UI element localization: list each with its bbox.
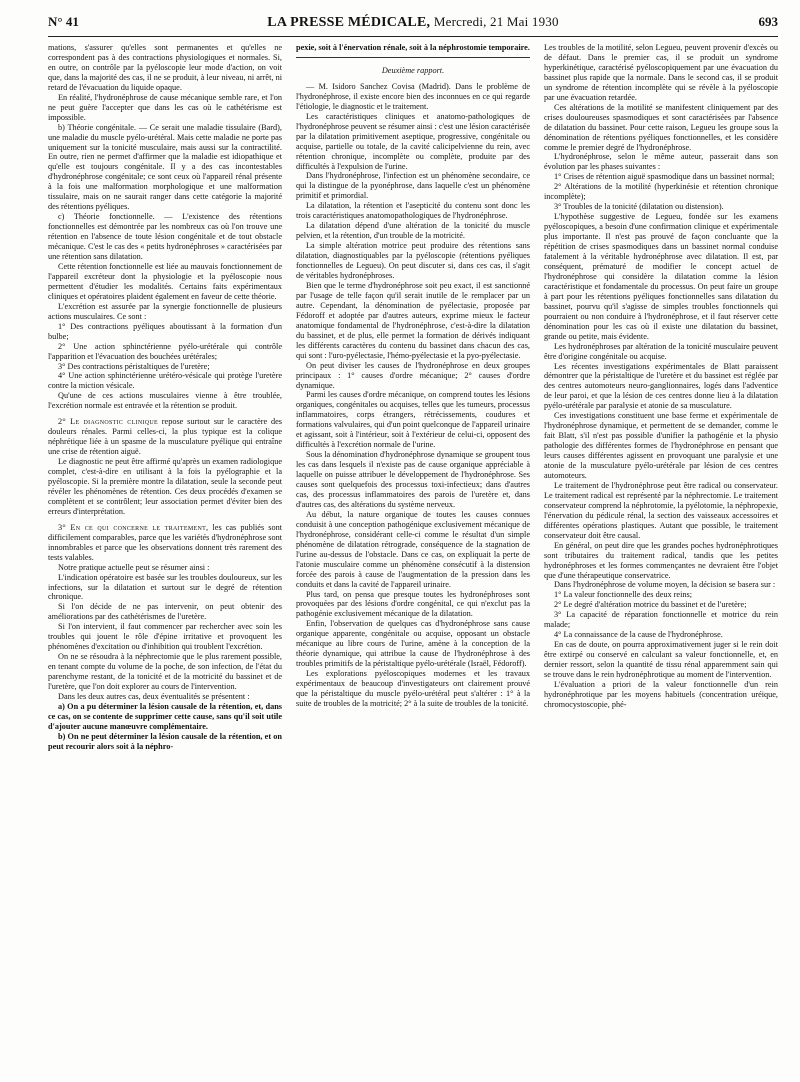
paragraph: En général, on peut dire que les grandes poches hydronéphrotiques sont tributaires du traitement radical, tandis que les petites hydronéphroses et les formes commençantes ne devraient être l'objet que d'une thérapeutique conservatrice.: [544, 540, 778, 580]
paragraph: L'évaluation a priori de la valeur fonctionnelle d'un rein hydronéphrotique par les moyens habituels (concentration uréique, chromocystoscopie, phé-: [544, 680, 778, 709]
paragraph: pexie, soit à l'énervation rénale, soit à la néphrostomie temporaire.: [296, 43, 530, 52]
paragraph: Les explorations pyéloscopiques modernes et les travaux expérimentaux de beaucoup d'investigateurs ont clairement prouvé que la péristaltique du muscle pyélo-urétéral peut s'altérer : 1° à la suite de troubles de la motricité; 2° à la suite de troubles de la tonicité.: [296, 669, 530, 708]
page-number: N° 41: [48, 14, 79, 29]
paragraph: L'hydronéphrose, selon le même auteur, passerait dans son évolution par les phases suivantes :: [544, 152, 778, 172]
column-2: [296, 43, 530, 1073]
list-item: 1° Des contractions pyéliques aboutissant à la formation d'un bulbe;: [48, 321, 282, 341]
section-heading: Deuxième rapport.: [381, 65, 445, 75]
paragraph: a) On a pu déterminer la lésion causale de la rétention, et, dans ce cas, on se contente de supprimer cette cause, sans qu'il soit utile d'ajouter aucune manœuvre complémentaire.: [48, 701, 282, 731]
list-item: 2° Altérations de la motilité (hyperkinésie et rétention chronique incomplète);: [544, 182, 778, 202]
paragraph: Les récentes investigations expérimentales de Blatt paraissent démontrer que la péristaltique de l'uretère et du bassinet est réglée par des centres automoteurs neuro-ganglionnaires, logés dans l'adventice de leur paroi, et que la lésion de ces centres donne lieu à la dilatation pyélo-urétérale par paralysie et atonie de sa musculature.: [544, 361, 778, 411]
paragraph: b) On ne peut déterminer la lésion causale de la rétention, et on peut recourir alors soit à la néphro-: [48, 731, 282, 751]
paragraph: La dilatation dépend d'une altération de la tonicité du muscle pelvien, et la rétention, d'un trouble de la motricité.: [296, 221, 530, 241]
divider: [296, 57, 530, 58]
paragraph: On ne se résoudra à la néphrectomie que le plus rarement possible, en tenant compte du volume de la poche, de son infection, de l'état du parenchyme restant, de la tonicité et de la motricité du bassinet et de l'uretère, que l'on doit explorer au cours de l'intervention.: [48, 652, 282, 692]
paragraph: Notre pratique actuelle peut se résumer ainsi :: [58, 562, 210, 572]
list-item: 4° La connaissance de la cause de l'hydronéphrose.: [554, 630, 723, 640]
paragraph: Au début, la nature organique de toutes les causes connues conduisit à une conception pathogénique exclusivement mécanique de l'hydronéphrose, considérant celle-ci comme le résultat d'un simple phénomène de dilatation rétrograde, conséquence de la stagnation de l'urine au-dessus de l'obstacle. Dans ce cas, on expliquait la perte de l'atonie musculaire comme un phénomène consécutif à la distension forcée des parois à cause de l'augmentation de la pression dans les conduits et dans la cavité de l'appareil urinaire.: [296, 509, 530, 589]
paragraph: La simple altération motrice peut produire des rétentions sans dilatation, diagnostiquables par la pyéloscopie (rétentions pyéliques fonctionnelles de Legueu). On peut discuter si, dans ces cas, il s'agit de véritables hydronéphroses.: [296, 241, 530, 281]
newspaper-name: LA PRESSE MÉDICALE,: [267, 15, 431, 30]
column-1: [48, 43, 282, 1073]
section-paragraph: [48, 523, 282, 563]
list-item: 2° Le degré d'altération motrice du bassinet et de l'uretère;: [554, 600, 747, 610]
header-rule: [48, 36, 778, 37]
list-item: 2° Une action sphinctérienne pyélo-urétérale qui contrôle l'apparition et l'évacuation des bouchées urétérales;: [48, 341, 282, 361]
paragraph: c) Théorie fonctionnelle. — L'existence des rétentions fonctionnelles est démontrée par les nombreux cas où l'on trouve une rétention en l'absence de toute lésion congénitale et de tout obstacle mécanique. C'est le cas des « petits hydronéphroses » caractérisées par une rétention sans dilatation.: [48, 212, 282, 262]
paragraph: Sous la dénomination d'hydronéphrose dynamique se groupent tous les cas dans lesquels il n'existe pas de cause organique appréciable à laquelle on puisse attribuer le développement de l'hydronéphrose. Ses causes sont quelquefois des processus toxi-infectieux; dans d'autres cas, des processus inflammatoires des parois de l'uretère et, dans d'autres cas, des altérations du système nerveux.: [296, 450, 530, 509]
paragraph: L'excrétion est assurée par la synergie fonctionnelle de plusieurs actions musculaires. Ce sont :: [48, 301, 282, 321]
paragraph: b) Théorie congénitale. — Ce serait une maladie tissulaire (Bard), une maladie du muscle pyélo-urétéral. Mais cette maladie ne porte pas uniquement sur la tonicité musculaire, mais aussi sur la contractilité. En outre, rien ne permet d'affirmer que la maladie est idiopathique et qu'elle est toujours congénitale. Il y a des cas incontestables d'hydronéphrose congénitale; ce sont ceux où l'appareil rénal présente à la fois une malformation morphologique et une malformation tissulaire, mais on ne saurait ranger dans cette catégorie la majorité des rétentions pyéliques.: [48, 122, 282, 212]
paragraph: Les hydronéphroses par altération de la tonicité musculaire peuvent être d'origine congénitale ou acquise.: [544, 341, 778, 361]
paragraph: Les troubles de la motilité, selon Legueu, peuvent provenir d'excès ou de défaut. Dans le premier cas, il se produit un syndrome hyperkinétique, caractérisé pyéloscopiquement par une évacuation du bassinet plus rapide que la normale. Dans le second cas, il se produit un syndrome de rétention incomplète qui se révèle à la pyéloscopie par une évacuation retardée.: [544, 43, 778, 102]
paragraph: Le traitement de l'hydronéphrose peut être radical ou conservateur. Le traitement radical est représenté par la néphrectomie. Le traitement conservateur comprend la néphrotomie, la pyélotomie, la néphropexie, l'énervation du pédicule rénal, la section des vaisseaux accessoires et différentes opérations plastiques. Autant que possible, le traitement conservateur doit être causal.: [544, 480, 778, 540]
paragraph: La dilatation, la rétention et l'asepticité du contenu sont donc les trois caractéristiques anatomopathologiques de l'hydronéphrose.: [296, 201, 530, 221]
paragraph: L'indication opératoire est basée sur les troubles douloureux, sur les infections, sur la dilatation et surtout sur le degré de rétention chronique.: [48, 572, 282, 602]
section-text: repose surtout sur le caractère des douleurs rénales. Parmi celles-ci, la plus typique est la colique néphrétique liée à un spasme de la musculature pyélique qui entraîne une crise de rétention aiguë.: [48, 417, 282, 457]
paragraph: Si l'on intervient, il faut commencer par rechercher avec soin les troubles qui jouent le rôle d'épine irritative et provoquent les phénomènes d'excitation ou d'inhibition qui troublent l'excrétion.: [48, 622, 282, 652]
list-item: 1° La valeur fonctionnelle des deux reins;: [554, 590, 693, 600]
list-item: 4° Une action sphinctérienne urétéro-vésicale qui protège l'uretère contre la miction vésicale.: [48, 371, 282, 391]
list-item: 1° Crises de rétention aiguë spasmodique dans un bassinet normal;: [554, 172, 775, 182]
section-text: les cas publiés sont difficilement comparables, parce que les variétés d'hydronéphrose sont innombrables et parce que les observations donnent très rarement des tests valables.: [48, 522, 282, 562]
masthead: [48, 14, 778, 32]
section-paragraph: [48, 417, 282, 457]
paragraph: Dans l'hydronéphrose, l'infection est un phénomène secondaire, ce qui la distingue de la pyonéphrose, dans laquelle c'est un phénomène primitif et primordial.: [296, 171, 530, 201]
list-item: 3° Troubles de la tonicité (dilatation ou distension).: [554, 202, 724, 212]
paragraph: Qu'une de ces actions musculaires vienne à être troublée, l'excrétion normale est entravée et la rétention se produit.: [48, 391, 282, 411]
paragraph: On peut diviser les causes de l'hydronéphrose en deux groupes principaux : 1° causes d'ordre mécanique; 2° causes d'ordre dynamique.: [296, 360, 530, 390]
paragraph: Bien que le terme d'hydronéphrose soit peu exact, il est sanctionné par l'usage de telle façon qu'il serait inutile de le remplacer par un autre. Cependant, la dénomination de pyélectasie, proposée par Fédoroff et adoptée par d'autres auteurs, exprime mieux le facteur anatomique fondamental de l'hydronéphrose, c'est-à-dire la dilatation du bassinet, et de plus, elle permet la formation de dérivés indiquant les différents caractères du contenu du bassinet dans chacun des cas, qui sont : l'uro-pyélectasie, l'hémo-pyélectasie et la pyo-pyélectasie.: [296, 280, 530, 360]
paragraph: Les caractéristiques cliniques et anatomo-pathologiques de l'hydronéphrose peuvent se résumer ainsi : c'est une lésion caractérisée par la dilatation primitivement aseptique, progressive, congénitale ou acquise, partielle ou totale, de la cavité calicipelvienne du rein, avec rétention chronique, incomplète ou complète, produite par des difficultés à l'expulsion de l'urine.: [296, 111, 530, 171]
paragraph: Dans l'hydronéphrose de volume moyen, la décision se basera sur :: [554, 580, 776, 590]
list-item: 3° Des contractions péristaltiques de l'uretère;: [58, 361, 210, 371]
text-columns: [48, 43, 778, 1073]
newspaper-title: [108, 14, 718, 31]
column-3: [544, 43, 778, 1073]
paragraph: Dans les deux autres cas, deux éventualités se présentent :: [58, 692, 250, 701]
paragraph: Le diagnostic ne peut être affirmé qu'après un examen radiologique complet, c'est-à-dire en utilisant à la fois la pyélographie et la pyéloscopie. Si la première montre la dilatation, seule la seconde peut révéler les phénomènes de rétention. Ces deux procédés d'examen se complètent et se contrôlent; leur association permet d'éviter bien des erreurs d'interprétation.: [48, 457, 282, 516]
paragraph: Ces investigations constituent une base ferme et expérimentale de l'hydronéphrose dynamique, et permettent de se demander, comme le fait Blatt, s'il n'est pas possible d'unifier la pathogénie et la physio pathologie des différentes formes de l'hydronéphrose en pensant que leurs causes différentes agissent en provoquant une paralysie et une atonie de la musculature pyélo-urétérale par lésion de ces centres automoteurs.: [544, 411, 778, 480]
list-item: 3° La capacité de réparation fonctionnelle et motrice du rein malade;: [544, 610, 778, 630]
paragraph: mations, s'assurer qu'elles sont permanentes et qu'elles ne correspondent pas à des contractions physiologiques et normales. Si, en outre, on contrôle par la pyéloscopie leur mode d'action, on voit que, dans la majorité des cas, il ne se produit, à leur niveau, ni arrêt, ni retard de l'évacuation du liquide opaque.: [48, 43, 282, 92]
paragraph: Ces altérations de la motilité se manifestent cliniquement par des crises douloureuses spasmodiques et sont caractérisées par l'absence de dilatation du bassinet. Pour cette raison, Legueu les groupe sous la dénomination de rétentions pyéliques fonctionnelles, et les considère comme le premier degré de l'hydronéphrose.: [544, 102, 778, 152]
issue-date: Mercredi, 21 Mai 1930: [433, 14, 559, 29]
paragraph: Parmi les causes d'ordre mécanique, on comprend toutes les lésions organiques, congénitales ou acquises, telles que les tumeurs, processus inflammatoires, corps étrangers, rétrécissements, coudures et formations valvulaires, qui d'un point quelconque de l'appareil urinaire et agissant, soit à l'intérieur, soit à l'extérieur de celui-ci, opposent des difficultés à l'excrétion normale de l'urine.: [296, 390, 530, 450]
paragraph: Cette rétention fonctionnelle est liée au mauvais fonctionnement de l'appareil excréteur dont la physiologie et la pyéloscopie nous permettent d'étudier les modalités. Certains faits expérimentaux cliniques et opératoires plaident également en faveur de cette théorie.: [48, 261, 282, 301]
paragraph: — M. Isidoro Sanchez Covisa (Madrid). Dans le problème de l'hydronéphrose, il existe encore bien des inconnues en ce qui regarde l'étiologie, le diagnostic et le traitement.: [296, 81, 530, 111]
paragraph: L'hypothèse suggestive de Legueu, fondée sur les examens pyéloscopiques, a besoin d'une confirmation clinique et expérimentale plus importante. Il n'est pas prouvé de façon concluante que la répétition de crises spasmodiques dans un bassinet normal conduise fatalement à la véritable hydronéphrose avec dilatation. Il est, par conséquent, prématuré de modifier le concept actuel de l'hydronéphrose qui considère la dilatation comme la lésion caractéristique et fondamentale du processus. On peut faire un groupe à part pour les rétentions pyéliques fonctionnelles sans dilatation du bassinet, pourvu qu'il s'agisse de simples troubles fonctionnels qui pourraient ou non conduire à l'hydronéphrose, et il faut réserver cette dénomination pour les cas où il existe une dilatation du bassinet, grande ou petite, mais évidente.: [544, 212, 778, 341]
section-heading: 3° En ce qui concerne le traitement,: [58, 522, 209, 532]
paragraph: En cas de doute, on pourra approximativement juger si le rein doit être extirpé ou conservé en calculant sa valeur fonctionnelle, et, en dernier ressort, selon la quantité de tissu rénal apparemment sain qui se trouve dans le rein hydronéphrotique au moment de l'intervention.: [544, 640, 778, 680]
paragraph: Enfin, l'observation de quelques cas d'hydronéphrose sans cause organique apparente, congénitale ou acquise, opposant un obstacle mécanique au libre cours de l'urine, amène à la conception de la théorie dynamique, qui attribue la cause de l'hydronéphrose à des troubles primitifs de la péristaltique pyélo-urétérale (Israël, Fédoroff).: [296, 619, 530, 669]
folio-number: 693: [758, 14, 778, 29]
paragraph: Plus tard, on pensa que presque toutes les hydronéphroses sont provoquées par des lésions d'ordre congénital, ce qui n'exclut pas la pathogénie exclusivement mécanique de la dilatation.: [296, 589, 530, 619]
paragraph: Si l'on décide de ne pas intervenir, on peut obtenir des améliorations par des cathétérismes de l'uretère.: [48, 602, 282, 622]
section-heading: 2° Le diagnostic clinique: [58, 417, 158, 427]
paragraph: En réalité, l'hydronéphrose de cause mécanique semble rare, et l'on ne peut guère l'accepter que dans les cas où le cathétérisme est impossible.: [48, 92, 282, 122]
